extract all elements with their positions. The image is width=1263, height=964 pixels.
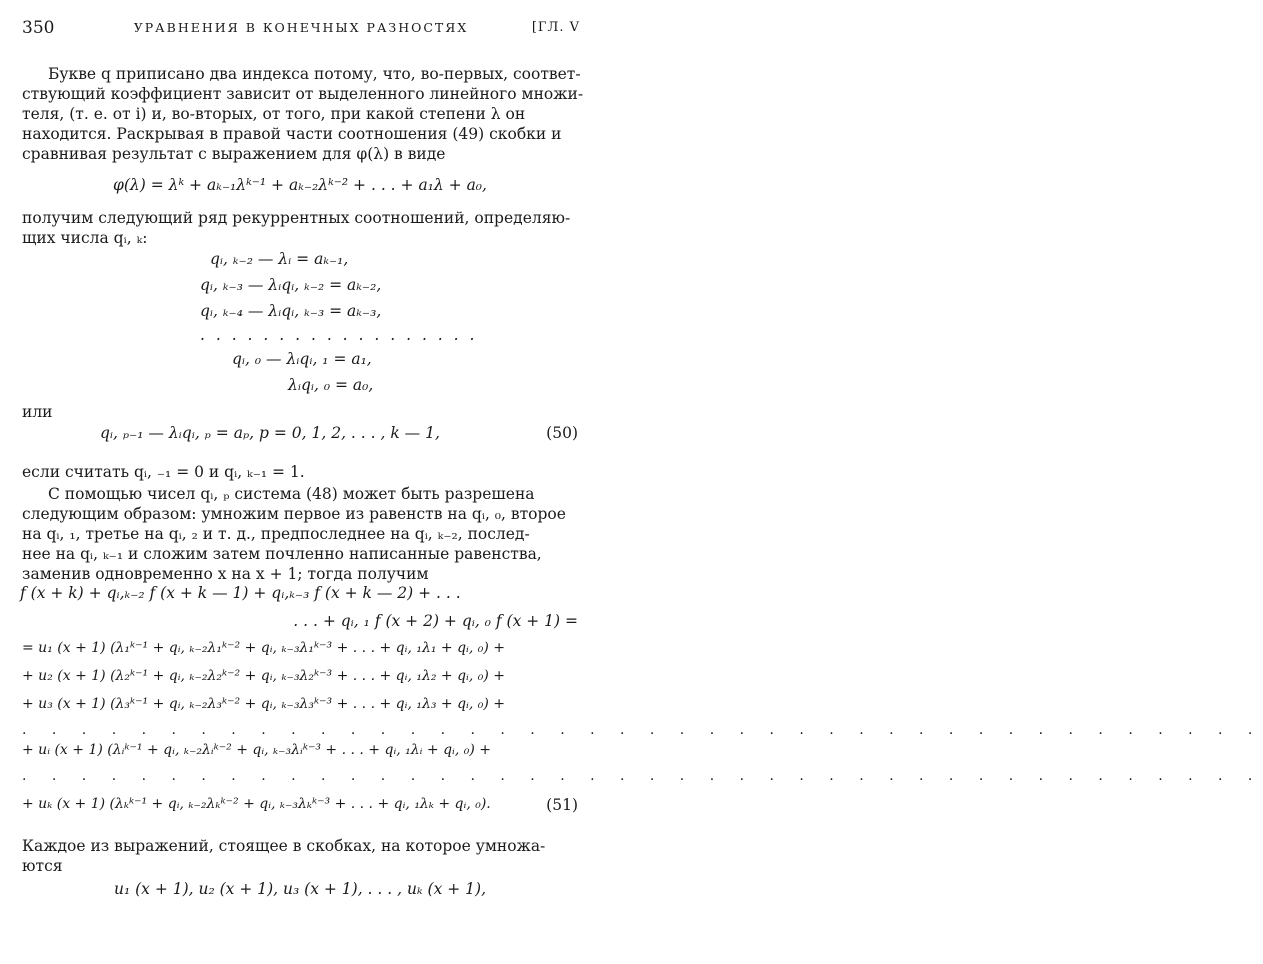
or-word: или bbox=[22, 403, 53, 421]
ellipsis-row: . . . . . . . . . . . . . . . . . . . . . . . . . . . . . . . . . . . . . . . . . . bbox=[22, 768, 1263, 784]
system-line: qᵢ, ₀ — λᵢqᵢ, ₁ = a₁, bbox=[232, 350, 372, 368]
page-header bbox=[22, 18, 580, 44]
chapter-label: [ГЛ. V bbox=[531, 20, 580, 35]
phi-equation: φ(λ) = λᵏ + aₖ₋₁λᵏ⁻¹ + aₖ₋₂λᵏ⁻² + . . . + a₁λ + a₀, bbox=[113, 176, 487, 194]
text-line: следующим образом: умножим первое из равенств на qᵢ, ₀, второе bbox=[22, 505, 566, 523]
text-line: Букве q приписано два индекса потому, что, во-первых, соответ- bbox=[48, 65, 581, 83]
final-equation: u₁ (x + 1), u₂ (x + 1), u₃ (x + 1), . . . , uₖ (x + 1), bbox=[114, 880, 486, 898]
equation-line: f (x + k) + qᵢ,ₖ₋₂ f (x + k — 1) + qᵢ,ₖ₋₃ f (x + k — 2) + . . . bbox=[20, 584, 461, 602]
equation-line: + u₃ (x + 1) (λ₃ᵏ⁻¹ + qᵢ, ₖ₋₂λ₃ᵏ⁻² + qᵢ, ₖ₋₃λ₃ᵏ⁻³ + . . . + qᵢ, ₁λ₃ + qᵢ, ₀) + bbox=[22, 696, 505, 712]
equation-line: + u₂ (x + 1) (λ₂ᵏ⁻¹ + qᵢ, ₖ₋₂λ₂ᵏ⁻² + qᵢ, ₖ₋₃λ₂ᵏ⁻³ + . . . + qᵢ, ₁λ₂ + qᵢ, ₀) + bbox=[22, 668, 505, 684]
text-line: заменив одновременно x на x + 1; тогда получим bbox=[22, 565, 429, 583]
running-title: УРАВНЕНИЯ В КОНЕЧНЫХ РАЗНОСТЯХ bbox=[133, 20, 469, 35]
ellipsis-row: . . . . . . . . . . . . . . . . . . . . . . . . . . . . . . . . . . . . . . . . . . bbox=[22, 722, 1263, 738]
system-line: qᵢ, ₖ₋₄ — λᵢqᵢ, ₖ₋₃ = aₖ₋₃, bbox=[200, 302, 382, 320]
system-line: qᵢ, ₖ₋₂ — λᵢ = aₖ₋₁, bbox=[210, 250, 349, 268]
equation-51-number: (51) bbox=[546, 796, 578, 814]
equation-50: qᵢ, ₚ₋₁ — λᵢqᵢ, ₚ = aₚ, p = 0, 1, 2, . . . , k — 1, bbox=[100, 424, 440, 442]
text-line: сравнивая результат с выражением для φ(λ) в виде bbox=[22, 145, 446, 163]
text-line: щих числа qᵢ, ₖ: bbox=[22, 229, 148, 247]
text-line: ствующий коэффициент зависит от выделенного линейного множи- bbox=[22, 85, 584, 103]
condition-line: если считать qᵢ, ₋₁ = 0 и qᵢ, ₖ₋₁ = 1. bbox=[22, 463, 305, 481]
system-line: qᵢ, ₖ₋₃ — λᵢqᵢ, ₖ₋₂ = aₖ₋₂, bbox=[200, 276, 382, 294]
text-line: получим следующий ряд рекуррентных соотношений, определяю- bbox=[22, 209, 571, 227]
text-line: на qᵢ, ₁, третье на qᵢ, ₂ и т. д., предпоследнее на qᵢ, ₖ₋₂, послед- bbox=[22, 525, 530, 543]
text-line: ются bbox=[22, 857, 63, 875]
text-line: находится. Раскрывая в правой части соотношения (49) скобки и bbox=[22, 125, 562, 143]
equation-line: + uₖ (x + 1) (λₖᵏ⁻¹ + qᵢ, ₖ₋₂λₖᵏ⁻² + qᵢ, ₖ₋₃λₖᵏ⁻³ + . . . + qᵢ, ₁λₖ + qᵢ, ₀). bbox=[22, 796, 491, 812]
equation-line: . . . + qᵢ, ₁ f (x + 2) + qᵢ, ₀ f (x + 1) = bbox=[293, 612, 578, 630]
equation-line: + uᵢ (x + 1) (λᵢᵏ⁻¹ + qᵢ, ₖ₋₂λᵢᵏ⁻² + qᵢ, ₖ₋₃λᵢᵏ⁻³ + . . . + qᵢ, ₁λᵢ + qᵢ, ₀) + bbox=[22, 742, 492, 758]
system-line: λᵢqᵢ, ₀ = a₀, bbox=[288, 376, 374, 394]
text-line: нее на qᵢ, ₖ₋₁ и сложим затем почленно написанные равенства, bbox=[22, 545, 542, 563]
text-line: С помощью чисел qᵢ, ₚ система (48) может быть разрешена bbox=[48, 485, 535, 503]
text-line: Каждое из выражений, стоящее в скобках, на которое умножа- bbox=[22, 837, 546, 855]
equation-line: = u₁ (x + 1) (λ₁ᵏ⁻¹ + qᵢ, ₖ₋₂λ₁ᵏ⁻² + qᵢ, ₖ₋₃λ₁ᵏ⁻³ + . . . + qᵢ, ₁λ₁ + qᵢ, ₀) + bbox=[22, 640, 505, 656]
equation-50-number: (50) bbox=[546, 424, 578, 442]
system-dots: . . . . . . . . . . . . . . . . . . bbox=[200, 326, 478, 344]
page-number: 350 bbox=[22, 18, 55, 38]
text-line: теля, (т. е. от i) и, во-вторых, от того, при какой степени λ он bbox=[22, 105, 526, 123]
